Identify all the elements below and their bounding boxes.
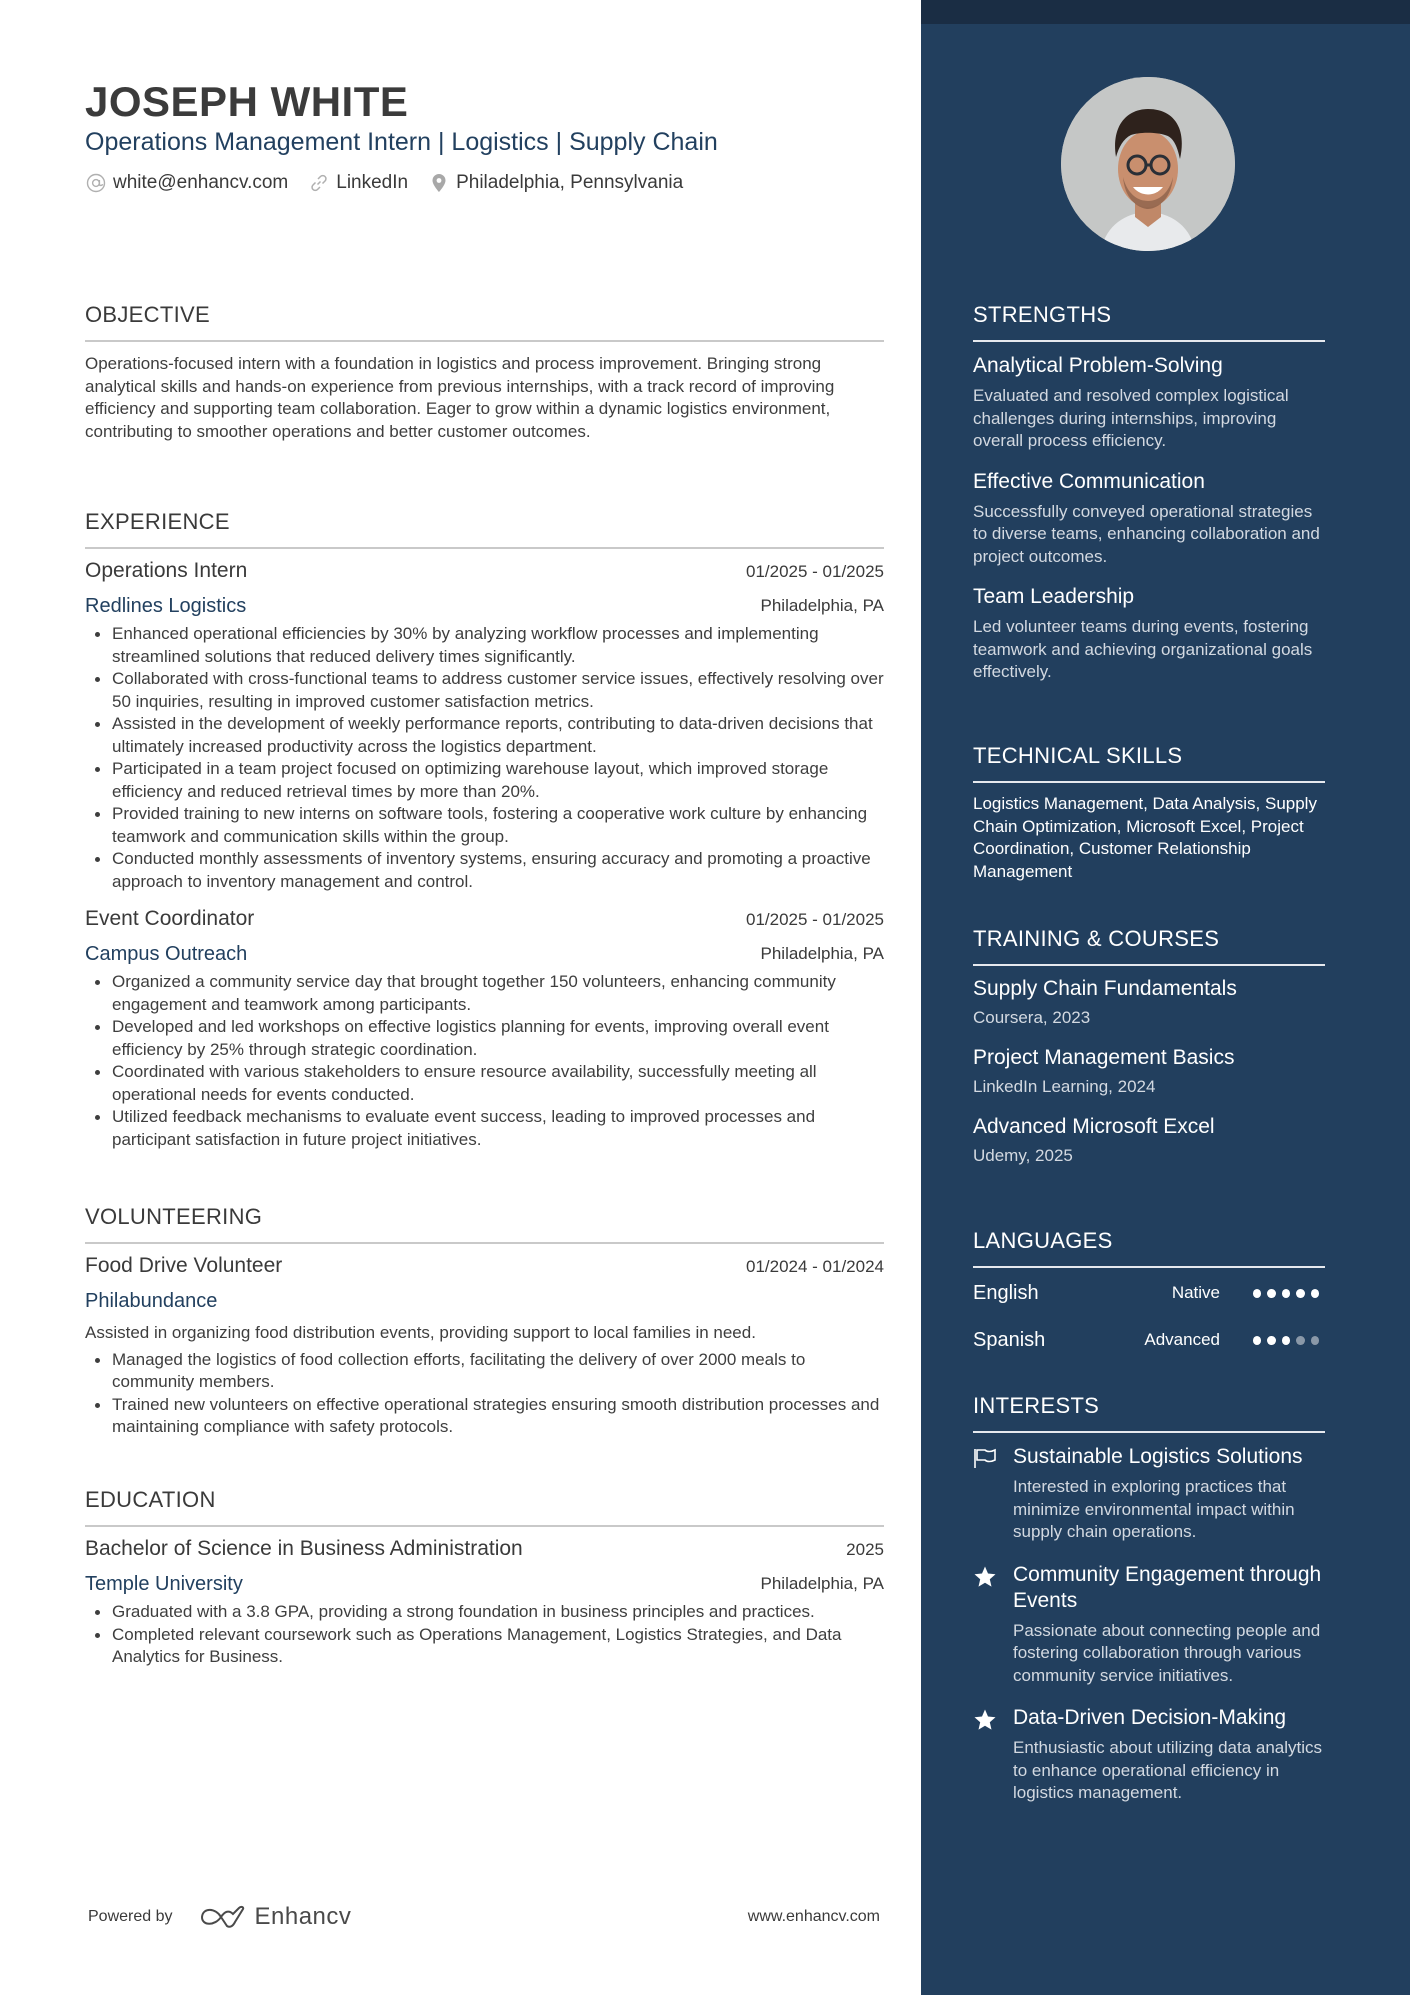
section-heading: INTERESTS [973,1393,1100,1418]
language-level: Native [1171,1283,1220,1302]
bullet-list [85,1349,884,1439]
sidebar-top-bar [921,0,1410,24]
experience-entry [85,907,884,1151]
section-divider [973,781,1325,783]
rating-dot-empty [1296,1336,1304,1345]
strength-desc: Evaluated and resolved complex logistical challenges during internships, improving overall process efficiency. [973,386,1289,450]
education-section [85,1485,884,1669]
rating-dot-filled [1253,1336,1261,1345]
email-text: white@enhancv.com [113,172,289,193]
course-title: Project Management Basics [973,1046,1235,1069]
interest-title: Data-Driven Decision-Making [1013,1706,1287,1729]
training-section [973,924,1325,1167]
volunteering-section [85,1202,884,1439]
contact-email[interactable] [85,172,288,194]
course-item [973,1045,1325,1098]
interests-section [973,1391,1325,1805]
interest-title: Sustainable Logistics Solutions [1013,1445,1303,1468]
job-title: Operations Intern [85,559,248,582]
company-name: Redlines Logistics [85,594,247,617]
section-heading: OBJECTIVE [85,302,210,327]
bullet-item: Managed the logistics of food collection efforts, facilitating the delivery of over 2000 meals to community members. [85,1349,884,1394]
strengths-section [973,300,1325,684]
powered-by-label: Powered by [88,1908,173,1925]
section-heading: LANGUAGES [973,1228,1113,1253]
interest-item [973,1444,1325,1544]
bullet-item: Trained new volunteers on effective operational strategies ensuring smooth distribution processes and maintaining compliance with safety protocols. [85,1394,884,1439]
interest-item [973,1705,1325,1805]
language-item [973,1327,1325,1353]
bullet-item: Conducted monthly assessments of inventory systems, ensuring accuracy and promoting a proactive approach to inventory management and control. [85,848,884,893]
objective-section [85,300,884,443]
experience-section [85,507,884,1151]
star-icon [973,1562,1013,1688]
rating-dot-filled [1311,1289,1319,1298]
bullet-list [85,1601,884,1669]
company-name: Campus Outreach [85,942,248,965]
rating-dot-filled [1267,1289,1275,1298]
degree-title: Bachelor of Science in Business Administration [85,1537,523,1560]
role-dates: 01/2024 - 01/2024 [745,1257,884,1276]
rating-dot-filled [1282,1336,1290,1345]
strength-title: Analytical Problem-Solving [973,354,1223,377]
footer [88,1902,880,1932]
strength-title: Effective Communication [973,469,1205,493]
strength-desc: Led volunteer teams during events, fostering teamwork and achieving organizational goals effectively. [973,617,1313,681]
interest-desc: Passionate about connecting people and fostering collaboration through various community service initiatives. [1013,1620,1321,1685]
flag-icon [973,1444,1013,1544]
bullet-item: Collaborated with cross-functional teams to address customer service issues, effectively resolving over 50 inquiries, resulting in improved customer satisfaction metrics. [85,668,884,713]
language-rating [1253,1289,1325,1298]
section-divider [973,964,1325,966]
course-provider: LinkedIn Learning, 2024 [973,1077,1156,1096]
bullet-list [85,971,884,1151]
bullet-list [85,623,884,893]
section-heading: EXPERIENCE [85,509,230,534]
rating-dot-filled [1267,1336,1275,1345]
rating-dot-empty [1311,1336,1319,1345]
language-level: Advanced [1144,1330,1220,1349]
interest-title: Community Engagement through Events [1013,1562,1322,1612]
course-title: Advanced Microsoft Excel [973,1115,1215,1138]
rating-dot-filled [1253,1289,1261,1298]
skills-text: Logistics Management, Data Analysis, Supply Chain Optimization, Microsoft Excel, Project Coordination, Customer Relationship Management [973,794,1317,881]
candidate-name: JOSEPH WHITE [85,78,409,125]
bullet-item: Completed relevant coursework such as Operations Management, Logistics Strategies, and Data Analytics for Business. [85,1624,884,1669]
at-icon [85,172,107,194]
objective-text: Operations-focused intern with a foundation in logistics and process improvement. Bringing strong analytical skills and hands-on experience from previous internships, with a track record of improving efficiency and supporting team collaboration. Eager to grow within a dynamic logistics environment, contributing to smoother operations and better customer outcomes. [85,354,835,441]
enhancv-logo[interactable] [199,1903,352,1931]
bullet-item: Graduated with a 3.8 GPA, providing a strong foundation in business principles and practices. [85,1601,884,1624]
technical-skills-section [973,741,1325,883]
section-heading: TECHNICAL SKILLS [973,743,1183,768]
enhancv-logo-icon [199,1904,247,1930]
section-divider [85,547,884,549]
section-divider [85,1242,884,1244]
experience-entry [85,559,884,893]
rating-dot-filled [1296,1289,1304,1298]
strength-desc: Successfully conveyed operational strategies to diverse teams, enhancing collaboration and project outcomes. [973,501,1320,566]
bullet-item: Developed and led workshops on effective logistics planning for events, improving overall event efficiency by 25% through strategic coordination. [85,1016,884,1061]
linkedin-text: LinkedIn [336,172,409,193]
profile-photo [1061,77,1235,251]
section-divider [85,1525,884,1527]
sidebar [921,0,1410,1995]
job-dates: 01/2025 - 01/2025 [745,910,884,929]
job-location: Philadelphia, PA [760,944,884,963]
brand-name: Enhancv [254,1903,352,1930]
education-entry [85,1537,884,1669]
location-pin-icon [428,172,450,194]
section-heading: TRAINING & COURSES [973,926,1220,951]
school-name: Temple University [85,1572,243,1595]
bullet-item: Coordinated with various stakeholders to ensure resource availability, successfully meeting all operational needs for events conducted. [85,1061,884,1106]
contact-location [428,172,683,194]
course-provider: Udemy, 2025 [973,1146,1073,1165]
job-title: Event Coordinator [85,907,255,930]
section-heading: VOLUNTEERING [85,1204,263,1229]
section-divider [85,340,884,342]
bullet-item: Assisted in the development of weekly performance reports, contributing to data-driven decisions that ultimately increased productivity across the logistics department. [85,713,884,758]
volunteering-entry [85,1254,884,1439]
bullet-item: Utilized feedback mechanisms to evaluate event success, leading to improved processes and participant satisfaction in future project initiatives. [85,1106,884,1151]
link-icon [308,172,330,194]
languages-section [973,1226,1325,1353]
strength-item [973,584,1325,684]
role-summary: Assisted in organizing food distribution events, providing support to local families in need. [85,1323,756,1342]
school-location: Philadelphia, PA [760,1574,884,1593]
role-title: Food Drive Volunteer [85,1254,283,1277]
language-rating [1253,1336,1325,1345]
location-text: Philadelphia, Pennsylvania [456,172,684,193]
graduation-year: 2025 [846,1540,884,1559]
job-dates: 01/2025 - 01/2025 [745,562,884,581]
website-link[interactable]: www.enhancv.com [747,1908,880,1925]
section-divider [973,1431,1325,1433]
section-heading: EDUCATION [85,1487,216,1512]
interest-desc: Enthusiastic about utilizing data analytics to enhance operational efficiency in logistics management. [1013,1738,1323,1802]
bullet-item: Organized a community service day that brought together 150 volunteers, enhancing community engagement and teamwork among participants. [85,971,884,1016]
section-heading: STRENGTHS [973,302,1112,327]
interest-desc: Interested in exploring practices that minimize environmental impact within supply chain operations. [1013,1477,1295,1541]
course-item [973,1114,1325,1167]
rating-dot-filled [1282,1289,1290,1298]
contact-linkedin[interactable] [308,172,408,194]
contact-bar [85,172,703,194]
strength-title: Team Leadership [973,585,1135,608]
bullet-item: Enhanced operational efficiencies by 30% by analyzing workflow processes and implementing streamlined solutions that reduced delivery times significantly. [85,623,884,668]
interest-item [973,1562,1325,1688]
strength-item [973,353,1325,453]
bullet-item: Provided training to new interns on software tools, fostering a cooperative work culture by enhancing teamwork and communication skills within the group. [85,803,884,848]
course-provider: Coursera, 2023 [973,1008,1091,1027]
organization-name: Philabundance [85,1289,218,1312]
star-icon [973,1705,1013,1805]
candidate-title: Operations Management Intern | Logistics | Supply Chain [85,128,718,156]
language-name: Spanish [973,1328,1046,1351]
course-item [973,976,1325,1029]
section-divider [973,340,1325,342]
language-name: English [973,1281,1039,1304]
job-location: Philadelphia, PA [760,596,884,615]
course-title: Supply Chain Fundamentals [973,977,1237,1000]
bullet-item: Participated in a team project focused on optimizing warehouse layout, which improved storage efficiency and reduced retrieval times by more than 20%. [85,758,884,803]
strength-item [973,469,1325,569]
section-divider [973,1266,1325,1268]
language-item [973,1280,1325,1306]
